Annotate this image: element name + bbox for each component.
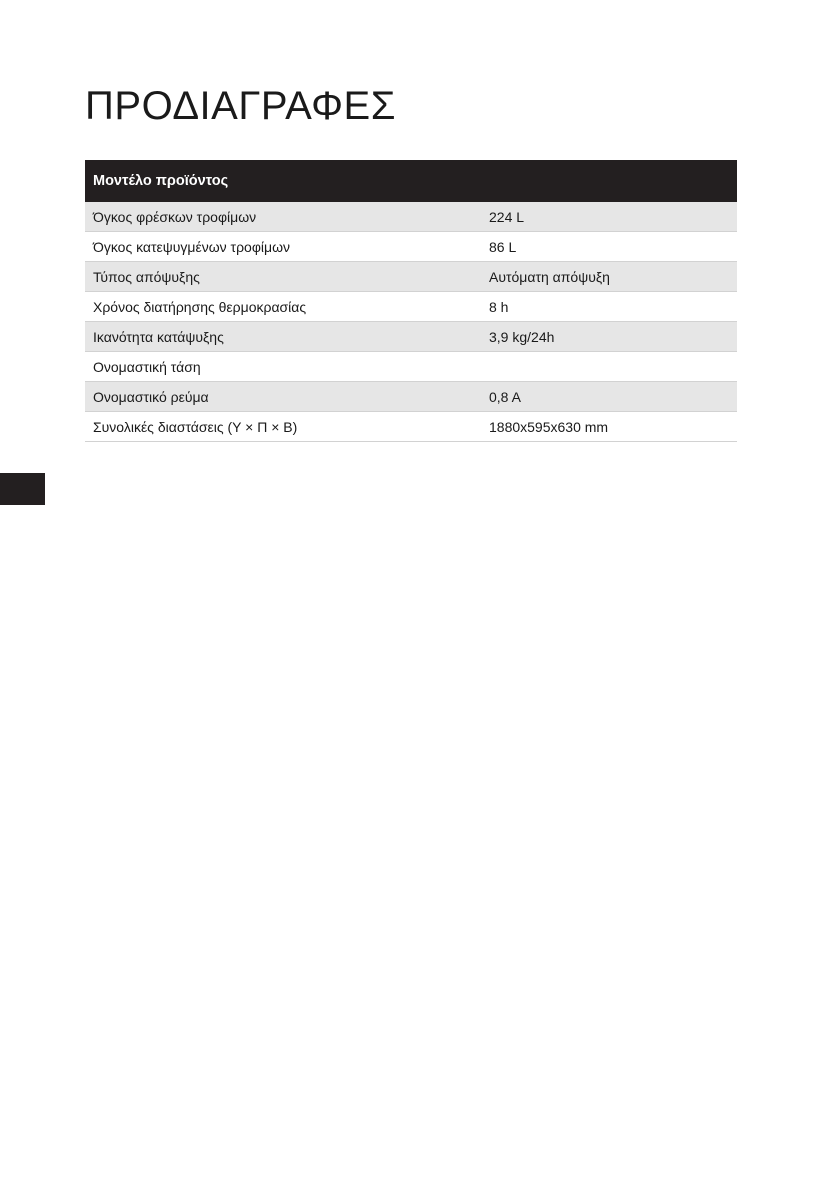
table-row bbox=[85, 412, 737, 442]
table-header-model: Μοντέλο προϊόντος bbox=[85, 160, 737, 202]
spec-label: Τύπος απόψυξης bbox=[85, 262, 481, 292]
spec-value: Αυτόματη απόψυξη bbox=[481, 262, 737, 292]
table-row bbox=[85, 262, 737, 292]
spec-value: 8 h bbox=[481, 292, 737, 322]
spec-value: 1880x595x630 mm bbox=[481, 412, 737, 442]
spec-label: Όγκος κατεψυγμένων τροφίμων bbox=[85, 232, 481, 262]
spec-label: Όγκος φρέσκων τροφίμων bbox=[85, 202, 481, 232]
table-row bbox=[85, 322, 737, 352]
spec-value: 0,8 A bbox=[481, 382, 737, 412]
spec-value bbox=[481, 352, 737, 382]
spec-label: Συνολικές διαστάσεις (Υ × Π × Β) bbox=[85, 412, 481, 442]
spec-value: 86 L bbox=[481, 232, 737, 262]
spec-value: 224 L bbox=[481, 202, 737, 232]
table-row bbox=[85, 352, 737, 382]
spec-value: 3,9 kg/24h bbox=[481, 322, 737, 352]
side-language-tab bbox=[0, 473, 45, 505]
table-row bbox=[85, 292, 737, 322]
table-header-row bbox=[85, 160, 737, 202]
spec-label: Ονομαστικό ρεύμα bbox=[85, 382, 481, 412]
spec-label: Χρόνος διατήρησης θερμοκρασίας bbox=[85, 292, 481, 322]
specifications-table bbox=[85, 160, 737, 442]
spec-label: Ονομαστική τάση bbox=[85, 352, 481, 382]
spec-label: Ικανότητα κατάψυξης bbox=[85, 322, 481, 352]
table-row bbox=[85, 382, 737, 412]
table-row bbox=[85, 202, 737, 232]
page-title: ΠΡΟΔΙΑΓΡΑΦΕΣ bbox=[85, 84, 396, 128]
table-row bbox=[85, 232, 737, 262]
